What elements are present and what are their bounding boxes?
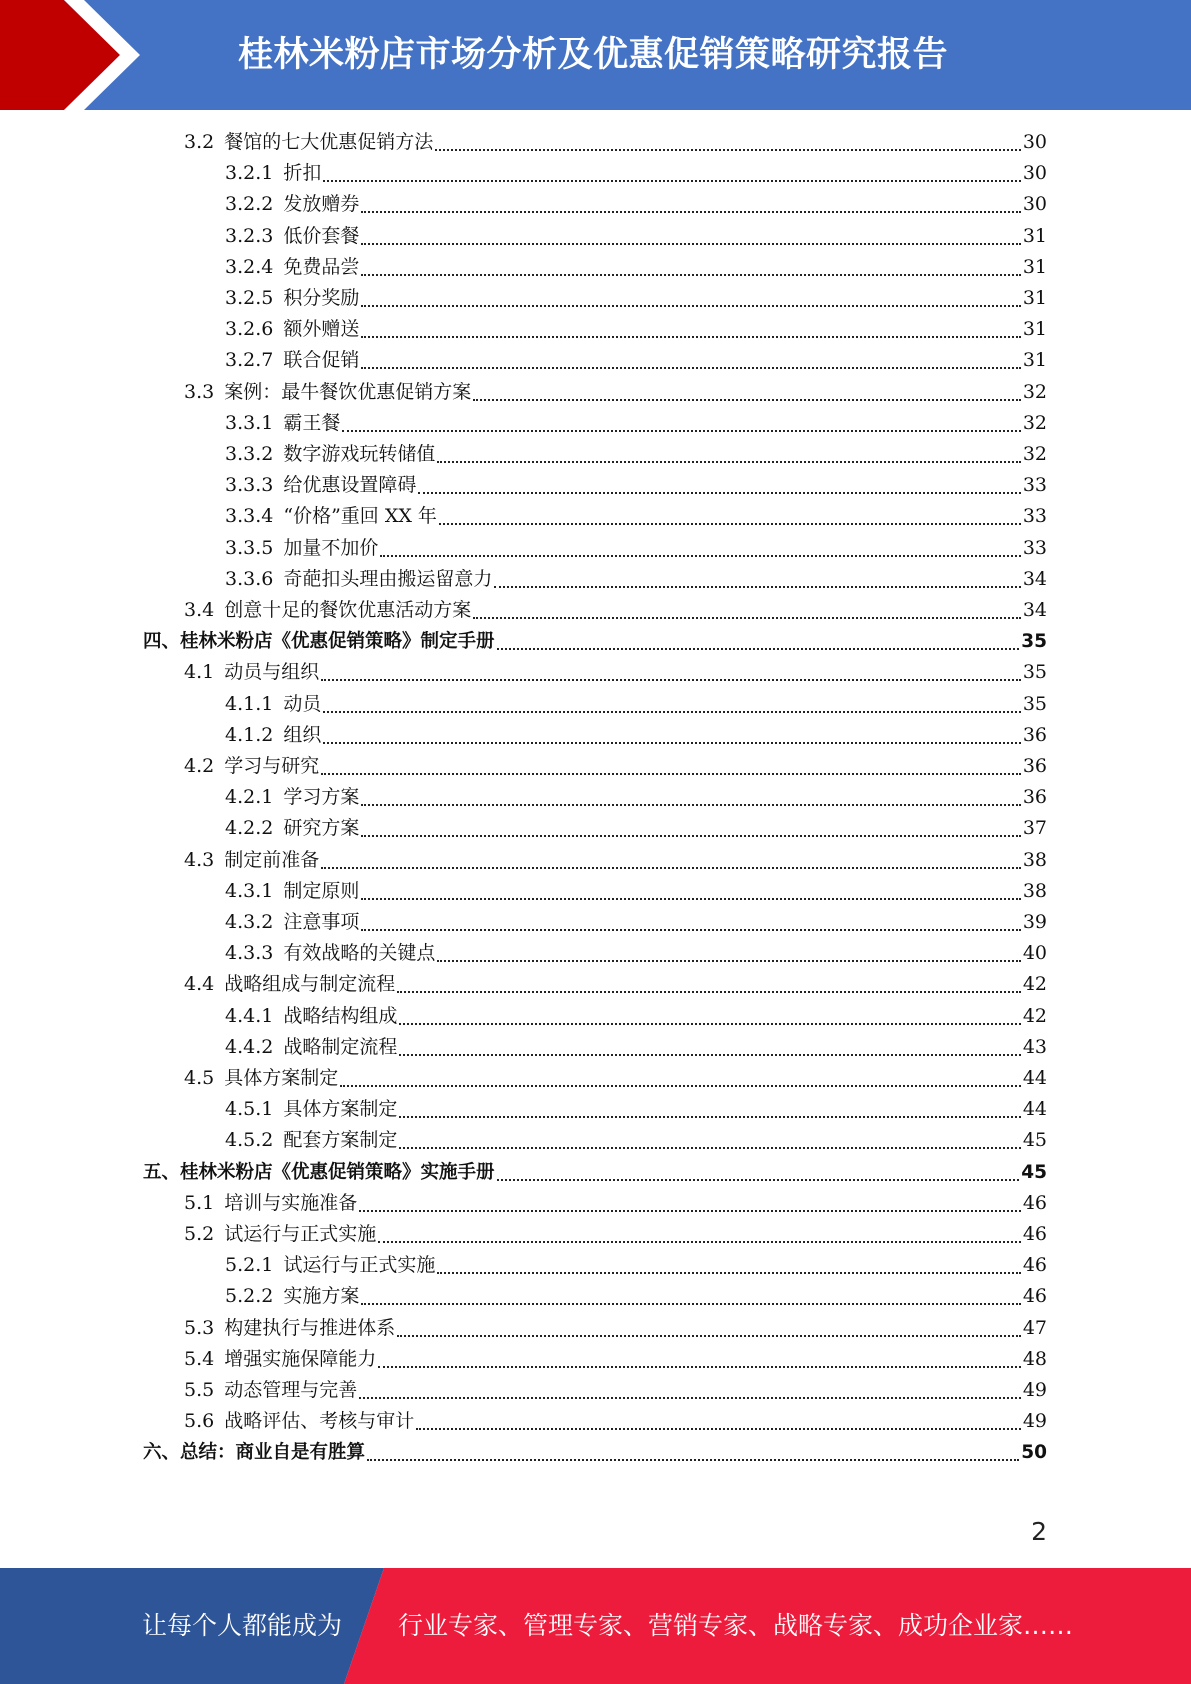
page-number: 2 — [1031, 1517, 1047, 1546]
dot-leader — [397, 1334, 1021, 1337]
toc-entry[interactable] — [225, 938, 1047, 969]
toc-entry-title: 构建执行与推进体系 — [224, 1316, 396, 1339]
toc-page-number: 32 — [1022, 443, 1047, 465]
toc-entry-number: 5.4 — [184, 1347, 215, 1370]
dot-leader — [361, 273, 1020, 276]
dot-leader — [497, 647, 1020, 650]
toc-page-number: 36 — [1022, 723, 1047, 746]
toc-entry-number: 4.2.2 — [225, 817, 274, 840]
toc-entry-title: 培训与实施准备 — [224, 1191, 358, 1214]
dot-leader — [367, 1458, 1019, 1461]
toc-page-number: 45 — [1021, 1161, 1047, 1183]
toc-entry-number: 4.1.1 — [225, 692, 274, 715]
toc-entry[interactable] — [184, 1188, 1047, 1219]
toc-entry-number: 3.3.4 — [225, 505, 274, 528]
dot-leader — [321, 678, 1021, 681]
toc-entry-number: 3.2.2 — [225, 193, 274, 216]
dot-leader — [361, 928, 1020, 931]
toc-page-number: 31 — [1022, 224, 1047, 247]
toc-page-number: 42 — [1022, 973, 1047, 996]
dot-leader — [418, 491, 1020, 494]
dot-leader — [437, 1271, 1020, 1274]
dot-leader — [361, 366, 1020, 369]
toc-entry-title: 折扣 — [283, 162, 322, 185]
toc-entry-number: 3.2.1 — [225, 162, 274, 185]
toc-entry-number: 3.2.3 — [225, 224, 274, 247]
toc-entry-title: 低价套餐 — [283, 224, 360, 247]
toc-page-number: 43 — [1022, 1035, 1047, 1058]
toc-entry-number: 3.2 — [184, 131, 215, 153]
toc-entry[interactable] — [184, 751, 1047, 782]
toc-page-number: 38 — [1022, 879, 1047, 902]
toc-page-number: 31 — [1022, 318, 1047, 341]
dot-leader — [323, 710, 1020, 713]
toc-chapter-entry[interactable] — [143, 1437, 1047, 1468]
toc-entry-number: 5.1 — [184, 1191, 215, 1214]
dot-leader — [361, 1302, 1020, 1305]
toc-page-number: 44 — [1022, 1098, 1047, 1121]
toc-page-number: 44 — [1022, 1067, 1047, 1089]
toc-entry-title: 发放赠券 — [283, 193, 360, 216]
toc-entry[interactable] — [225, 907, 1047, 938]
toc-entry-title: 制定原则 — [283, 879, 360, 902]
toc-entry-title: 战略结构组成 — [283, 1004, 398, 1027]
toc-entry[interactable] — [184, 1406, 1047, 1437]
toc-entry-title: 注意事项 — [283, 911, 360, 933]
dot-leader — [416, 1427, 1021, 1430]
toc-entry[interactable] — [225, 252, 1047, 283]
toc-entry-number: 5.2 — [184, 1223, 215, 1245]
toc-entry-number: 4.4.2 — [225, 1035, 274, 1058]
toc-page-number: 37 — [1022, 817, 1047, 840]
toc-entry[interactable] — [225, 1001, 1047, 1032]
toc-page-number: 33 — [1022, 474, 1047, 497]
toc-entry-number: 4.5.1 — [225, 1098, 274, 1121]
toc-entry-title: 战略评估、考核与审计 — [224, 1410, 415, 1433]
toc-entry[interactable] — [184, 1375, 1047, 1406]
toc-entry[interactable] — [184, 1219, 1047, 1250]
toc-page-number: 30 — [1022, 162, 1047, 185]
toc-page-number: 49 — [1022, 1379, 1047, 1401]
toc-entry[interactable] — [184, 657, 1047, 688]
toc-entry-title: 研究方案 — [283, 817, 360, 840]
toc-entry[interactable] — [184, 1063, 1047, 1094]
toc-entry-number: 5.6 — [184, 1410, 215, 1433]
toc-entry-number: 3.2.5 — [225, 287, 274, 309]
toc-page-number: 50 — [1021, 1442, 1047, 1464]
toc-entry-title: 积分奖励 — [283, 287, 360, 309]
toc-entry-title: 学习方案 — [283, 786, 360, 809]
toc-entry-number: 3.3.1 — [225, 411, 274, 434]
dot-leader — [399, 1115, 1020, 1118]
dot-leader — [494, 585, 1020, 588]
toc-page-number: 47 — [1022, 1316, 1047, 1339]
toc-entry-number: 4.2.1 — [225, 786, 274, 809]
toc-entry[interactable] — [184, 377, 1047, 408]
toc-entry-title: 有效战略的关键点 — [283, 942, 436, 965]
dot-leader — [361, 242, 1020, 245]
toc-page-number: 36 — [1022, 755, 1047, 777]
toc-entry[interactable] — [184, 595, 1047, 626]
toc-page-number: 30 — [1022, 193, 1047, 216]
toc-entry-title: 学习与研究 — [224, 755, 320, 777]
toc-entry-title: 餐馆的七大优惠促销方法 — [224, 131, 434, 153]
toc-entry-title: 试运行与正式实施 — [283, 1254, 436, 1277]
toc-entry-number: 4.3.2 — [225, 911, 274, 933]
toc-entry[interactable] — [225, 689, 1047, 720]
toc-entry-number: 5.3 — [184, 1316, 215, 1339]
toc-entry-title: 增强实施保障能力 — [224, 1347, 377, 1370]
toc-entry-number: 3.3.3 — [225, 474, 274, 497]
toc-entry[interactable] — [225, 408, 1047, 439]
toc-entry-number: 3.4 — [184, 599, 215, 621]
document-title: 桂林米粉店市场分析及优惠促销策略研究报告 — [238, 35, 949, 75]
dot-leader — [361, 803, 1020, 806]
dot-leader — [473, 398, 1021, 401]
dot-leader — [435, 148, 1021, 151]
dot-leader — [399, 1146, 1020, 1149]
toc-entry-title: 创意十足的餐饮优惠活动方案 — [224, 599, 472, 621]
dot-leader — [439, 522, 1021, 525]
page-header — [0, 0, 1191, 110]
toc-entry-number: 4.4 — [184, 973, 215, 996]
toc-page-number: 40 — [1022, 942, 1047, 965]
page-footer — [0, 1568, 1191, 1684]
dot-leader — [380, 554, 1020, 557]
toc-page-number: 36 — [1022, 786, 1047, 809]
toc-page-number: 42 — [1022, 1004, 1047, 1027]
toc-entry-title: 案例：最牛餐饮优惠促销方案 — [224, 380, 472, 403]
dot-leader — [361, 834, 1020, 837]
toc-entry-number: 3.3.6 — [225, 567, 274, 590]
toc-entry-title: 霸王餐 — [283, 411, 341, 434]
toc-entry-title: 战略制定流程 — [283, 1035, 398, 1058]
toc-entry[interactable] — [225, 439, 1047, 470]
toc-entry[interactable] — [225, 158, 1047, 189]
dot-leader — [359, 1396, 1021, 1399]
toc-entry-title: 具体方案制定 — [224, 1067, 339, 1089]
dot-leader — [321, 772, 1021, 775]
toc-page-number: 31 — [1022, 287, 1047, 309]
toc-entry-number: 4.3.3 — [225, 942, 274, 965]
toc-entry-number: 3.2.6 — [225, 318, 274, 341]
toc-entry[interactable] — [184, 1344, 1047, 1375]
toc-entry-title: 动员与组织 — [224, 661, 320, 684]
toc-page-number: 46 — [1022, 1191, 1047, 1214]
toc-entry-title: 配套方案制定 — [283, 1129, 398, 1152]
dot-leader — [361, 335, 1020, 338]
toc-entry-number: 3.2.7 — [225, 349, 274, 372]
toc-entry-number: 4.1.2 — [225, 723, 274, 746]
toc-page-number: 46 — [1022, 1223, 1047, 1245]
dot-leader — [378, 1240, 1021, 1243]
toc-chapter-entry[interactable] — [143, 1157, 1047, 1188]
dot-leader — [361, 897, 1020, 900]
toc-entry[interactable] — [225, 564, 1047, 595]
toc-page-number: 33 — [1022, 505, 1047, 528]
toc-entry-number: 5.2.2 — [225, 1285, 274, 1308]
toc-page-number: 32 — [1022, 411, 1047, 434]
toc-entry-title: 免费品尝 — [283, 255, 360, 278]
toc-page-number: 32 — [1022, 380, 1047, 403]
dot-leader — [378, 1365, 1021, 1368]
dot-leader — [397, 990, 1021, 993]
toc-entry-title: 动态管理与完善 — [224, 1379, 358, 1401]
toc-entry[interactable] — [225, 1125, 1047, 1156]
toc-entry-title: 具体方案制定 — [283, 1098, 398, 1121]
toc-entry-number: 4.5 — [184, 1067, 215, 1089]
toc-entry[interactable] — [225, 189, 1047, 220]
toc-entry-number: 4.3.1 — [225, 879, 274, 902]
dot-leader — [399, 1053, 1020, 1056]
footer-slogan-left: 让每个人都能成为 — [142, 1611, 343, 1640]
dot-leader — [437, 460, 1020, 463]
toc-entry[interactable] — [225, 345, 1047, 376]
footer-slogan-right: 行业专家、管理专家、营销专家、战略专家、成功企业家…… — [398, 1611, 1074, 1640]
toc-page-number: 39 — [1022, 911, 1047, 933]
toc-entry[interactable] — [184, 1313, 1047, 1344]
toc-entry[interactable] — [225, 876, 1047, 907]
toc-entry[interactable] — [225, 1250, 1047, 1281]
toc-entry[interactable] — [225, 283, 1047, 314]
toc-entry[interactable] — [184, 969, 1047, 1000]
toc-entry-title: 组织 — [283, 723, 322, 746]
toc-page-number: 45 — [1022, 1129, 1047, 1152]
toc-entry-title: 制定前准备 — [224, 848, 320, 871]
toc-entry[interactable] — [225, 501, 1047, 532]
toc-entry[interactable] — [225, 470, 1047, 501]
toc-page-number: 35 — [1022, 692, 1047, 715]
toc-page-number: 35 — [1022, 661, 1047, 684]
toc-entry-number: 3.3.2 — [225, 443, 274, 465]
toc-page-number: 31 — [1022, 255, 1047, 278]
toc-page-number: 33 — [1022, 536, 1047, 559]
toc-page-number: 31 — [1022, 349, 1047, 372]
toc-entry[interactable] — [225, 813, 1047, 844]
toc-entry-title: 动员 — [283, 692, 322, 715]
toc-entry-title: 数字游戏玩转储值 — [283, 443, 436, 465]
toc-chapter-entry[interactable] — [143, 626, 1047, 657]
toc-entry-number: 4.2 — [184, 755, 215, 777]
toc-entry-title: 给优惠设置障碍 — [283, 474, 417, 497]
red-arrow-icon — [0, 0, 150, 110]
toc-page-number: 46 — [1022, 1254, 1047, 1277]
toc-entry-title: “价格”重回 XX 年 — [283, 505, 437, 528]
toc-entry-title: 联合促销 — [283, 349, 360, 372]
toc-entry-title: 战略组成与制定流程 — [224, 973, 396, 996]
toc-entry[interactable] — [225, 720, 1047, 751]
toc-entry-title: 试运行与正式实施 — [224, 1223, 377, 1245]
dot-leader — [361, 304, 1020, 307]
toc-page-number: 48 — [1022, 1347, 1047, 1370]
toc-entry-number: 5.5 — [184, 1379, 215, 1401]
toc-entry-title: 六、总结：商业自是有胜算 — [143, 1442, 366, 1464]
toc-page-number: 34 — [1022, 599, 1047, 621]
dot-leader — [473, 616, 1021, 619]
toc-entry[interactable] — [225, 1094, 1047, 1125]
toc-entry[interactable] — [225, 1281, 1047, 1312]
toc-entry-number: 3.2.4 — [225, 255, 274, 278]
dot-leader — [361, 210, 1020, 213]
toc-entry-title: 四、桂林米粉店《优惠促销策略》制定手册 — [143, 631, 495, 653]
toc-entry[interactable] — [184, 845, 1047, 876]
toc-entry-title: 额外赠送 — [283, 318, 360, 341]
toc-page-number: 49 — [1022, 1410, 1047, 1433]
toc-page-number: 34 — [1022, 567, 1047, 590]
toc-page-number: 35 — [1021, 631, 1047, 653]
dot-leader — [323, 179, 1020, 182]
toc-entry[interactable] — [225, 782, 1047, 813]
toc-entry[interactable] — [225, 533, 1047, 564]
toc-entry[interactable] — [184, 127, 1047, 158]
dot-leader — [497, 1178, 1020, 1181]
toc-entry-number: 3.3 — [184, 380, 215, 403]
toc-entry-title: 加量不加价 — [283, 536, 379, 559]
toc-entry-number: 5.2.1 — [225, 1254, 274, 1277]
toc-entry[interactable] — [225, 221, 1047, 252]
toc-entry-number: 3.3.5 — [225, 536, 274, 559]
dot-leader — [323, 741, 1020, 744]
toc-page-number: 46 — [1022, 1285, 1047, 1308]
toc-entry-number: 4.5.2 — [225, 1129, 274, 1152]
toc-entry-title: 五、桂林米粉店《优惠促销策略》实施手册 — [143, 1161, 495, 1183]
toc-entry[interactable] — [225, 314, 1047, 345]
toc-page-number: 30 — [1022, 131, 1047, 153]
toc-page-number: 38 — [1022, 848, 1047, 871]
toc-entry-number: 4.4.1 — [225, 1004, 274, 1027]
dot-leader — [359, 1209, 1021, 1212]
dot-leader — [437, 959, 1020, 962]
dot-leader — [342, 429, 1020, 432]
dot-leader — [321, 866, 1021, 869]
toc-entry[interactable] — [225, 1032, 1047, 1063]
dot-leader — [340, 1084, 1021, 1087]
dot-leader — [399, 1022, 1020, 1025]
toc-entry-number: 4.1 — [184, 661, 215, 684]
toc-entry-number: 4.3 — [184, 848, 215, 871]
toc-entry-title: 实施方案 — [283, 1285, 360, 1308]
toc-entry-title: 奇葩扣头理由搬运留意力 — [283, 567, 493, 590]
